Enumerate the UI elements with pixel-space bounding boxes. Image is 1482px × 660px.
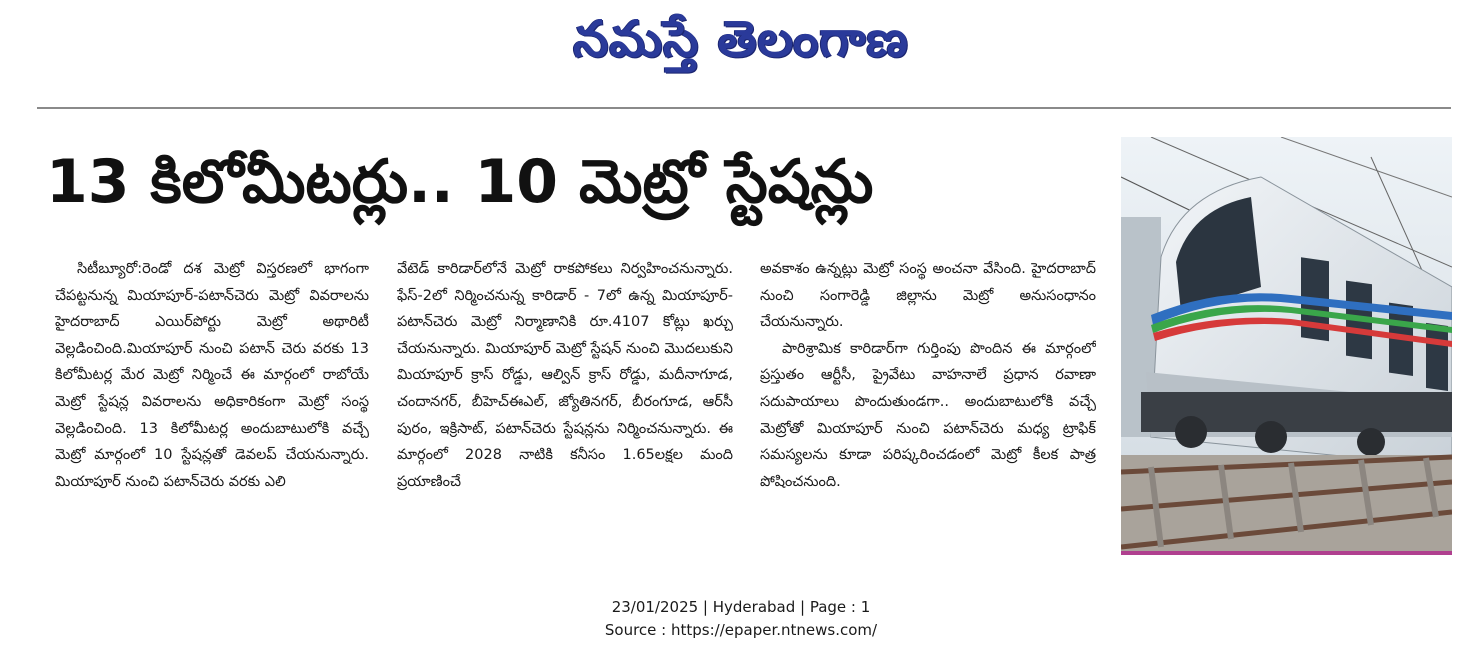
article-paragraph: వేటెడ్ కారిడార్‌లోనే మెట్రో రాకపోకలు నిర్వహించనున్నారు. ఫేస్-2లో నిర్మించనున్న కారిడార్ - 7లో ఉన్న మియాపూర్-పటాన్‌చెరు మెట్రో నిర్మాణానికి రూ.4107 కోట్లు ఖర్చు చేయనున్నారు. మియాపూర్ మెట్రో స్టేషన్ నుంచి మొదలుకుని మియాపూర్ క్రాస్ రోడ్డు, ఆల్విన్ క్రాస్ రోడ్డు, మదీనాగూడ, చందానగర్, బీహెచ్ఈఎల్, జ్యోతినగర్, బీరంగూడ, ఆర్‌సీ పురం, ఇక్రిసాట్, పటాన్‌చెరు స్టేషన్లను నిర్మించనున్నారు. ఈ మార్గంలో 2028 నాటికి కనీసం 1.65లక్షల మంది ప్రయాణించే xyxy=(397,261,733,490)
article-paragraph: పారిశ్రామిక కారిడార్‌గా గుర్తింపు పొందిన ఈ మార్గంలో ప్రస్తుతం ఆర్టీసీ, ప్రైవేటు వాహనాలే ప్రధాన రవాణా సదుపాయాలు పొందుతుండగా.. అందుబాటులోకి వచ్చే మెట్రోతో మియాపూర్ నుంచి పటాన్‌చెరు మధ్య ట్రాఫిక్ సమస్యలను కూడా పరిష్కరించడంలో మెట్రో కీలక పాత్ర పోషించనుంది. xyxy=(760,340,1096,490)
article-column-1 xyxy=(55,256,369,556)
article-paragraph: సిటీబ్యూరో:రెండో దశ మెట్రో విస్తరణలో భాగంగా చేపట్టనున్న మియాపూర్-పటాన్‌చెరు మెట్రో వివరాలను హైదరాబాద్ ఎయిర్‌పోర్టు మెట్రో అథారిటీ వెల్లడించింది.మియాపూర్ నుంచి పటాన్ చెరు వరకు 13 కిలోమీటర్ల మేర మెట్రో నిర్మించే ఈ మార్గంలో రాబోయే మెట్రో స్టేషన్ల వివరాలను అధికారికంగా మెట్రో సంస్థ వెల్లడించింది. 13 కిలోమీటర్ల అందుబాటులోకి వచ్చే మెట్రో మార్గంలో 10 స్టేషన్లతో డెవలప్ చేయనున్నారు. మియాపూర్ నుంచి పటాన్‌చెరు వరకు ఎలి xyxy=(55,261,369,490)
masthead-divider xyxy=(37,107,1451,109)
metro-train-photo xyxy=(1121,137,1452,555)
edition-info: 23/01/2025 | Hyderabad | Page : 1 xyxy=(611,598,871,616)
article-column-2 xyxy=(397,256,733,556)
article-column-3 xyxy=(760,256,1096,556)
source-link[interactable]: Source : https://epaper.ntnews.com/ xyxy=(604,621,878,639)
metro-train-illustration xyxy=(1121,137,1452,555)
article-headline: 13 కిలోమీటర్లు.. 10 మెట్రో స్టేషన్లు xyxy=(46,147,874,217)
article-paragraph: అవకాశం ఉన్నట్లు మెట్రో సంస్థ అంచనా వేసింది. హైదరాబాద్ నుంచి సంగారెడ్డి జిల్లాను మెట్రో అనుసంధానం చేయనున్నారు. xyxy=(760,261,1096,331)
newspaper-masthead: నమస్తే తెలంగాణ xyxy=(573,10,909,68)
